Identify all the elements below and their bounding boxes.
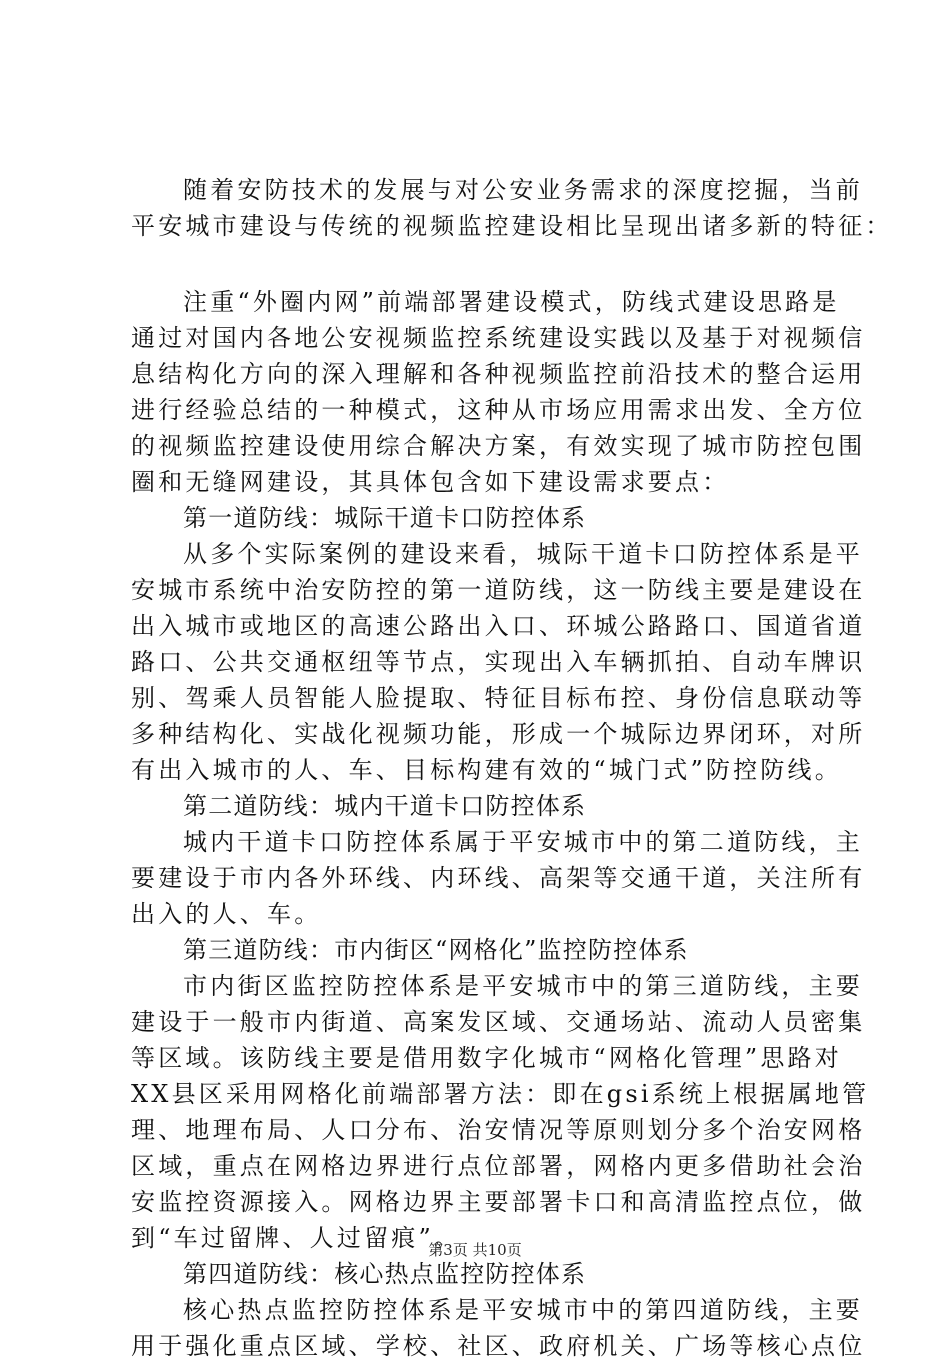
text-line: 等区域。该防线主要是借用数字化城市“网格化管理”思路对 bbox=[131, 1044, 842, 1072]
text-line: 多种结构化、实战化视频功能，形成一个城际边界闭环，对所 bbox=[131, 720, 866, 748]
text-line: 要建设于市内各外环线、内环线、高架等交通干道，关注所有 bbox=[131, 864, 866, 892]
text-line: 区域，重点在网格边界进行点位部署，网格内更多借助社会治 bbox=[131, 1152, 866, 1180]
section-heading-1 bbox=[131, 500, 833, 536]
page-number-footer: 第3页 共10页 bbox=[428, 1241, 522, 1259]
section-heading-2 bbox=[131, 788, 833, 824]
text-line: 到“车过留牌、人过留痕”。 bbox=[131, 1224, 462, 1252]
section-paragraph-1 bbox=[131, 536, 866, 788]
text-line: 从多个实际案例的建设来看，城际干道卡口防控体系是平 bbox=[183, 540, 863, 568]
section-paragraph-3 bbox=[131, 968, 870, 1256]
heading-text: 第四道防线：核心热点监控防控体系 bbox=[183, 1260, 587, 1288]
text-line: 出入城市或地区的高速公路出入口、环城公路路口、国道省道 bbox=[131, 612, 866, 640]
document-body bbox=[131, 172, 893, 1364]
heading-text: 第三道防线：市内街区“网格化”监控防控体系 bbox=[183, 936, 689, 964]
text-line: 核心热点监控防控体系是平安城市中的第四道防线，主要 bbox=[183, 1296, 863, 1324]
text-line: 安监控资源接入。网格边界主要部署卡口和高清监控点位，做 bbox=[131, 1188, 866, 1216]
text-line: 路口、公共交通枢纽等节点，实现出入车辆抓拍、自动车牌识 bbox=[131, 648, 866, 676]
text-line: 息结构化方向的深入理解和各种视频监控前沿技术的整合运用 bbox=[131, 360, 866, 388]
text-line: 出入的人、车。 bbox=[131, 900, 322, 928]
text-line: 安城市系统中治安防控的第一道防线，这一防线主要是建设在 bbox=[131, 576, 866, 604]
text-line: 用于强化重点区域、学校、社区、政府机关、广场等核心点位 bbox=[131, 1332, 866, 1360]
text-line: 圈和无缝网建设，其具体包含如下建设需求要点： bbox=[131, 468, 730, 496]
text-line: 有出入城市的人、车、目标构建有效的“城门式”防控防线。 bbox=[131, 756, 842, 784]
section-paragraph-4 bbox=[131, 1292, 866, 1364]
section-heading-4 bbox=[131, 1256, 833, 1292]
text-line: 市内街区监控防控体系是平安城市中的第三道防线，主要 bbox=[183, 972, 863, 1000]
intro-paragraph bbox=[131, 172, 893, 244]
heading-text: 第一道防线：城际干道卡口防控体系 bbox=[183, 504, 587, 532]
text-line: 平安城市建设与传统的视频监控建设相比呈现出诸多新的特征： bbox=[131, 212, 893, 240]
text-line: 进行经验总结的一种模式，这种从市场应用需求出发、全方位 bbox=[131, 396, 866, 424]
overview-paragraph bbox=[131, 284, 866, 500]
section-heading-3 bbox=[131, 932, 833, 968]
text-line: 理、地理布局、人口分布、治安情况等原则划分多个治安网格 bbox=[131, 1116, 866, 1144]
text-line: 建设于一般市内街道、高案发区域、交通场站、流动人员密集 bbox=[131, 1008, 866, 1036]
text-line: 注重“外圈内网”前端部署建设模式，防线式建设思路是 bbox=[183, 288, 840, 316]
heading-text: 第二道防线：城内干道卡口防控体系 bbox=[183, 792, 587, 820]
text-line: 随着安防技术的发展与对公安业务需求的深度挖掘，当前 bbox=[183, 176, 863, 204]
text-line: XX县区采用网格化前端部署方法：即在gsi系统上根据属地管 bbox=[131, 1080, 870, 1108]
text-line: 城内干道卡口防控体系属于平安城市中的第二道防线，主 bbox=[183, 828, 863, 856]
text-line: 通过对国内各地公安视频监控系统建设实践以及基于对视频信 bbox=[131, 324, 866, 352]
paragraph-gap bbox=[131, 244, 833, 284]
section-paragraph-2 bbox=[131, 824, 866, 932]
text-line: 别、驾乘人员智能人脸提取、特征目标布控、身份信息联动等 bbox=[131, 684, 866, 712]
text-line: 的视频监控建设使用综合解决方案，有效实现了城市防控包围 bbox=[131, 432, 866, 460]
